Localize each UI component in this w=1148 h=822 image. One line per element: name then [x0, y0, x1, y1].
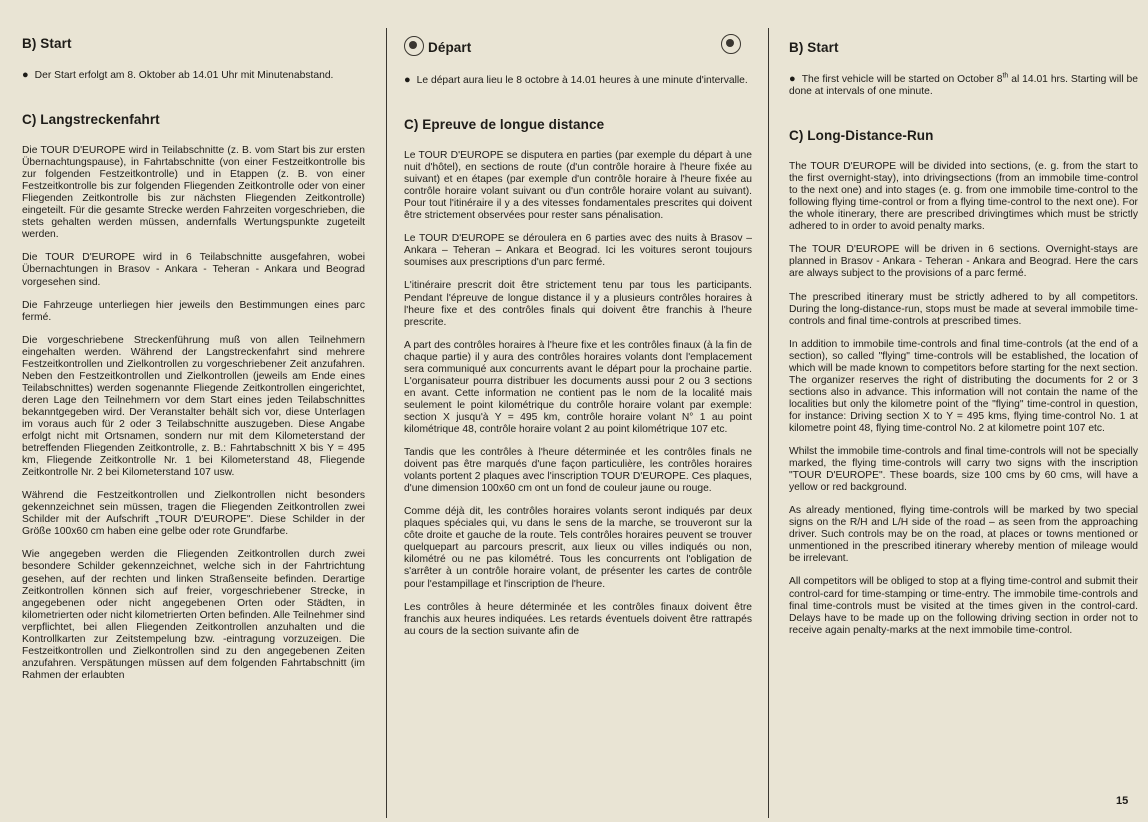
english-paragraph: The TOUR D'EUROPE will be divided into sections, (e. g. from the start to the first overnight-stay), into drivingsections (from an immobile time-control to the next one) and into stages (e. g. from one immobile time-control to the following flying time-control or from a flying time-control to the next one). For the whole itinerary, there are prescribed drivingtimes which must be strictly adhered to in order to avoid penalty marks. — [789, 161, 1138, 233]
bullet-icon: ● — [404, 74, 411, 86]
english-column — [775, 0, 1148, 822]
german-start-text: Der Start erfolgt am 8. Oktober ab 14.01 Uhr mit Minutenabstand. — [34, 70, 334, 81]
french-paragraph: L'itinéraire prescrit doit être strictement tenu par tous les participants. Pendant l'épreuve de longue distance il y a plusieurs contrôles horaires à l'heure fixe et des contrôles finals qui doivent être franchis à l'heure prescrite. — [404, 280, 752, 328]
french-section-b-text — [404, 74, 752, 87]
english-start-text-cont: al 14.01 hrs. Starting will be done at intervals of one minute. — [789, 74, 1138, 98]
english-paragraph: The TOUR D'EUROPE will be driven in 6 sections. Overnight-stays are planned in Brasov - Ankara - Teheran - Ankara and Beograd. Here the cars are always subject to the provisions of a parc fermé. — [789, 244, 1138, 280]
english-section-b-title: B) Start — [789, 40, 839, 55]
english-paragraph: In addition to immobile time-controls and final time-controls (at the end of a section), so called "flying" time-controls will be established, the location of which will be made known to competitors before starting for the next section. The organizer reserves the right of distributing the documents for 2 or 3 sections also in advance. This information will not contain the name of the localities but only the kilometre point of the "flying" time-control in question, for instance: Driving section X to Y = 495 kms, flying time-control No. 1 at kilometre point 48, flying time-control No. 2 at kilometre point 107 etc. — [789, 338, 1138, 434]
german-column — [0, 0, 383, 822]
french-column — [392, 0, 766, 822]
column-divider — [768, 28, 769, 818]
german-section-b-title: B) Start — [22, 36, 72, 51]
bullet-icon: ● — [22, 69, 29, 81]
french-start-text: Le départ aura lieu le 8 octobre à 14.01 heures à une minute d'intervalle. — [416, 75, 748, 86]
german-paragraph: Die TOUR D'EUROPE wird in 6 Teilabschnitte ausgefahren, wobei Übernachtungen in Brasov - Ankara - Teheran - Ankara und Beograd vorgesehen sind. — [22, 252, 365, 288]
french-section-b-title — [404, 36, 752, 56]
german-paragraph: Die Fahrzeuge unterliegen hier jeweils den Bestimmungen eines parc fermé. — [22, 299, 365, 323]
german-paragraph: Während die Festzeitkontrollen und Zielkontrollen nicht besonders gekennzeichnet sein müssen, tragen die Fliegenden Zeitkontrollen zwei Schilder mit der Aufschrift „TOUR D'EUROPE". Diese Schilder in der Größe 100x60 cm haben eine gelbe oder rote Grundfarbe. — [22, 490, 365, 538]
french-paragraph: Tandis que les contrôles à l'heure déterminée et les contrôles finals ne doivent pas être marqués d'une façon particulière, les contrôles horaires volants portent 2 plaques avec l'inscription TOUR D'EUROPE. Ces plaques, d'une dimension 100x60 cm ont un fond de couleur jaune ou rouge. — [404, 447, 752, 495]
english-paragraph: As already mentioned, flying time-controls will be marked by two special signs on the R/H and L/H side of the road – as seen from the approaching driver. Such controls may be on the road, at places or towns mentioned or unmentioned in the prescribed itinerary whereby mention of mileage would be irrelevant. — [789, 505, 1138, 565]
french-paragraph: Les contrôles à heure déterminée et les contrôles finaux doivent être franchis aux heures indiquées. Les retards éventuels doivent être rattrapés au cours de la section suivante afin de — [404, 601, 752, 637]
english-section-c-title: C) Long-Distance-Run — [789, 128, 934, 144]
french-paragraph: Le TOUR D'EUROPE se déroulera en 6 parties avec des nuits à Brasov – Ankara – Teheran – Ankara et Beograd. Ici les voitures seront toujours soumises aux prescriptions d'un parc fermé. — [404, 233, 752, 269]
german-paragraph: Die TOUR D'EUROPE wird in Teilabschnitte (z. B. vom Start bis zur ersten Übernachtungspause), in Fahrtabschnitte (von einer Festzeitkontrolle bis zur folgenden Festzeitkontrolle) und in Etappen (z. B. von einer Festzeitkontrolle bis zur folgenden Fliegenden Zeitkontrolle oder von einer Fliegenden Zeitkontrolle bis zur nächsten Fliegenden Zeitkontrolle) eingeteilt. Für die gesamte Strecke werden Fahrzeiten vorgeschrieben, die stets gehalten werden müssen, andernfalls Wertungspunkte zugeteilt werden. — [22, 145, 365, 241]
french-paragraph: A part des contrôles horaires à l'heure fixe et les contrôles finaux (à la fin de chaque partie) il y aura des contrôles horaires volants dont l'emplacement sera communiqué aux concurrents avant le départ pour la prochaine partie. L'organisateur pourra distribuer les documents aussi pour 2 ou 3 sections en avant. Cette information ne contient pas le nom de la localité mais seulement le point kilométrique du contrôle horaire volant par exemple: section X jusqu'à Y = 495 km, contrôle horaire volant N° 1 au point kilométrique 48, contrôle horaire volant 2 au point kilométrique 107 etc. — [404, 339, 752, 435]
german-section-c-title: C) Langstreckenfahrt — [22, 112, 160, 128]
german-paragraph: Die vorgeschriebene Streckenführung muß von allen Teilnehmern eingehalten werden. Während der Langstreckenfahrt sind mehrere Festzeitkontrollen und Zielkontrollen zu vorgeschriebener Zeit anzufahren. Neben den Festzeitkontrollen und Zielkontrollen (jeweils am Ende eines Teilabschnittes) werden sogenannte Fliegende Zeitkontrollen eingerichtet, deren Lage den Teilnehmern vor dem Start eines jeden Teilabschnittes bekanntgegeben wird. Der Veranstalter behält sich vor, diese Unterlagen im voraus auch für 2 oder 3 Teilabschnitte auszugeben. Diese Angabe erfolgt nicht mit Ortsnamen, sondern nur mit dem Kilometerstand der betreffenden Fliegenden Zeitkontrolle, z. B.: Fahrtabschnitt X bis Y = 495 km, Fliegende Zeitkontrolle Nr. 1 bei Kilometerstand 48, Fliegende Zeitkontrolle Nr. 2 bei Kilometerstand 107 usw. — [22, 334, 365, 479]
french-depart-title: Départ — [428, 40, 472, 55]
tour-logo-icon — [721, 34, 741, 54]
german-section-b-text — [22, 69, 365, 82]
page-number: 15 — [1116, 795, 1129, 807]
french-section-c-title: C) Epreuve de longue distance — [404, 117, 605, 133]
german-paragraph: Wie angegeben werden die Fliegenden Zeitkontrollen durch zwei besondere Schilder gekennzeichnet, welche sich in der Fahrtrichtung gesehen, auf der rechten und linken Straßenseite befinden. Derartige Zeitkontrollen können sich auf freier, vorgeschriebener Strecke, in angegebenen oder nicht angegebenen Orten oder Städten, in kilometrierten oder nicht kilometrierten Orten befinden. Alle Teilnehmer sind verpflichtet, bei allen Fliegenden Zeitkontrollen anzuhalten und die Kontrollkarten zur Zeitstempelung bzw. -eintragung vorzuzeigen. Die Festzeitkontrollen und Zielkontrollen sind zu den angegebenen Zeiten anzufahren. Verspätungen müssen auf dem folgenden Fahrtabschnitt (im Rahmen der erlaubten — [22, 549, 365, 681]
english-paragraph: All competitors will be obliged to stop at a flying time-control and submit their control-card for time-stamping or time-entry. The immobile time-controls and final time-controls must be visited at the times given in the control-card. Delays have to be made up on the following driving section in order not to receive again penalty-marks at the next immobile time-control. — [789, 576, 1138, 636]
french-paragraph: Le TOUR D'EUROPE se disputera en parties (par exemple du départ à une nuit d'hôtel), en sections de route (d'un contrôle horaire à l'heure fixée au suivant) et en étapes (par exemple d'un contrôle horaire à l'heure fixée au contrôle horaire volant suivant ou d'un contrôle horaire volant au suivant). Pour tout l'itinéraire il y a des vitesses fondamentales prescrites qui doivent être strictement observées pour rester sans pénalisation. — [404, 150, 752, 222]
english-paragraph: The prescribed itinerary must be strictly adhered to by all competitors. During the long-distance-run, stops must be made at several immobile time-controls and final time-controls at prescribed times. — [789, 291, 1138, 327]
english-paragraph: Whilst the immobile time-controls and final time-controls will not be specially marked, the flying time-controls will carry two signs with the inscription "TOUR D'EUROPE". These boards, size 100 cms by 60 cms, will have a yellow or red background. — [789, 446, 1138, 494]
tour-logo-icon — [404, 36, 424, 56]
bullet-icon: ● — [789, 73, 796, 85]
french-paragraph: Comme déjà dit, les contrôles horaires volants seront indiqués par deux plaques spéciales qui, vu dans le sens de la marche, se trouveront sur la côte droite et gauche de la route. Tels contrôles horaires peuvent se trouver quelquepart au parcours prescrit, aux lieux ou villes indiqués ou non, kilométré ou ne pas kilométré. Tous les concurrents ont l'obligation de s'arrêter à un contrôle horaire volant, de présenter les cartes de contrôle pour l'estampillage et l'inscription de l'heure. — [404, 506, 752, 590]
english-section-b-text — [789, 73, 1138, 98]
column-divider — [386, 28, 387, 818]
ordinal-suffix: th — [1002, 72, 1009, 80]
english-start-text: The first vehicle will be started on October 8 — [801, 74, 1003, 85]
